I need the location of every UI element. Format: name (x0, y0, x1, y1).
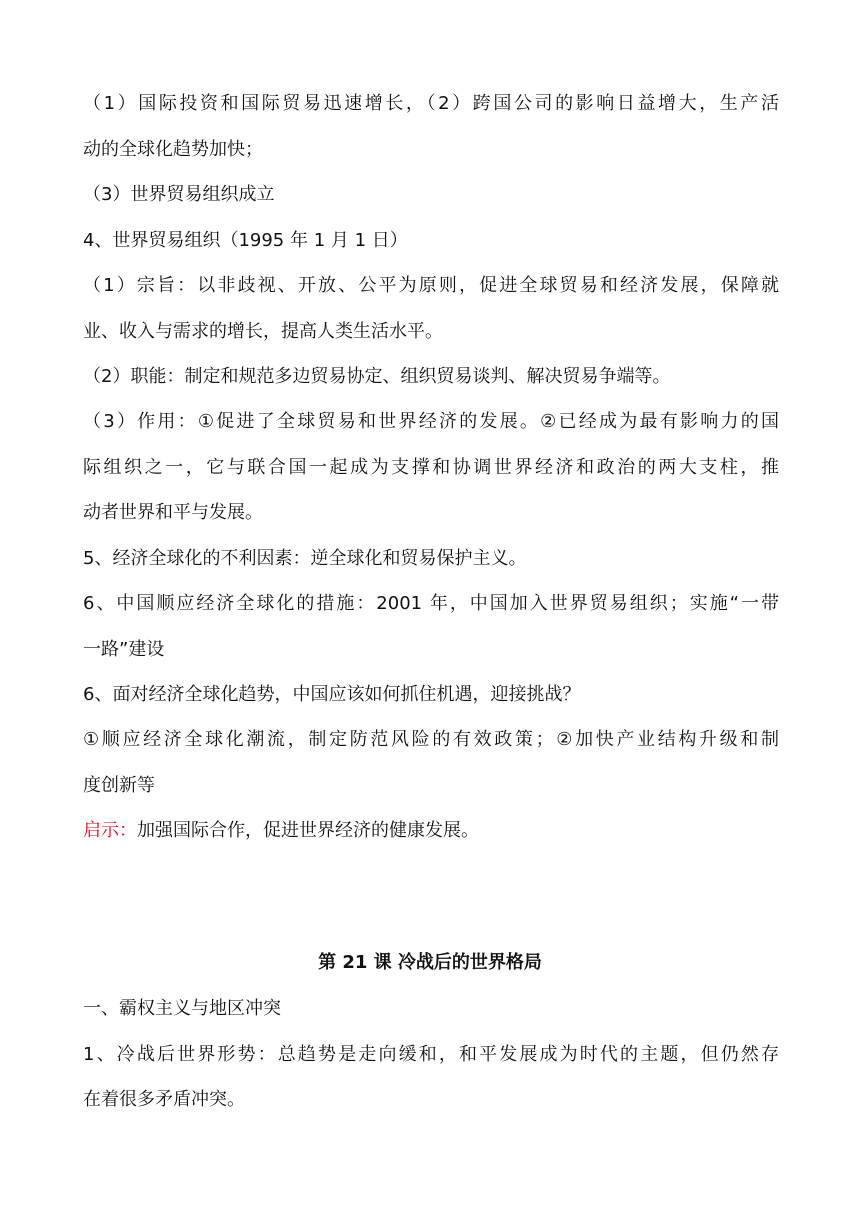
text-line-china-question: 6、面对经济全球化趋势，中国应该如何抓住机遇，迎接挑战？ (83, 684, 581, 705)
text-line-wto-role: （3）作用：①促进了全球贸易和世界经济的发展。②已经成为最有影响力的国 (83, 411, 779, 432)
text-line-china-answer-cont: 度创新等 (83, 775, 155, 796)
text-line-china-measures: 6、中国顺应经济全球化的措施：2001 年，中国加入世界贸易组织；实施“一带 (83, 593, 779, 614)
text-line-wto-purpose: （1）宗旨：以非歧视、开放、公平为原则，促进全球贸易和经济发展，保障就 (83, 275, 779, 296)
text-line-wto-role-cont: 际组织之一，它与联合国一起成为支撑和协调世界经济和政治的两大支柱，推 (83, 457, 779, 478)
text-line-wto-purpose-cont: 业、收入与需求的增长，提高人类生活水平。 (83, 321, 443, 342)
text-line-wto-role-end: 动者世界和平与发展。 (83, 502, 263, 523)
text-line-negative-factors: 5、经济全球化的不利因素：逆全球化和贸易保护主义。 (83, 548, 527, 569)
text-line-post-cold-war-cont: 在着很多矛盾冲突。 (83, 1089, 245, 1110)
text-line-wto-established: （3）世界贸易组织成立 (83, 184, 275, 205)
text-line-post-cold-war: 1、冷战后世界形势：总趋势是走向缓和，和平发展成为时代的主题，但仍然存 (83, 1044, 779, 1065)
text-line-wto-function: （2）职能：制定和规范多边贸易协定、组织贸易谈判、解决贸易争端等。 (83, 366, 671, 387)
lesson-title: 第 21 课 冷战后的世界格局 (318, 952, 542, 973)
text-line-globalization-trend: 动的全球化趋势加快； (83, 139, 263, 160)
text-line-trade-growth: （1）国际投资和国际贸易迅速增长，（2）跨国公司的影响日益增大，生产活 (83, 93, 779, 114)
insight-label: 启示： (83, 820, 137, 841)
insight-text: 加强国际合作，促进世界经济的健康发展。 (137, 820, 479, 841)
insight-line (83, 819, 479, 843)
text-line-china-measures-cont: 一路”建设 (83, 639, 165, 660)
text-line-china-answer: ①顺应经济全球化潮流，制定防范风险的有效政策；②加快产业结构升级和制 (83, 729, 779, 750)
section-title: 一、霸权主义与地区冲突 (83, 998, 281, 1019)
text-line-wto-heading: 4、世界贸易组织（1995 年 1 月 1 日） (83, 230, 408, 251)
